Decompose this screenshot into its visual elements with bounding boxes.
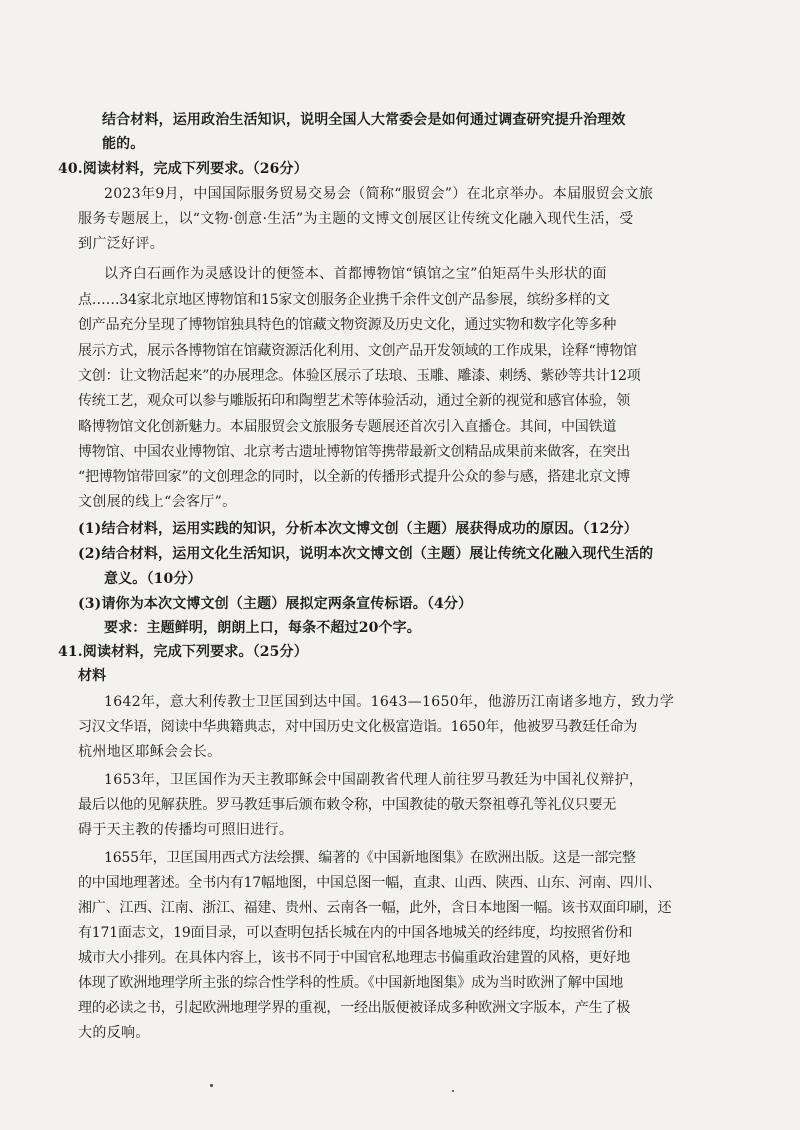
- q41-p3-line: 有171面志文，19面目录，可以查明包括长城在内的中国各地城关的经纬度，均按照省份和: [78, 925, 633, 941]
- q40-p2-line: 点……34家北京地区博物馆和15家文创服务企业携千余件文创产品参展，缤纷多样的文: [78, 292, 610, 308]
- q40-p2-line: 略博物馆文化创新魅力。本届服贸会文旅服务专题展还首次引入直播仓。其间，中国铁道: [78, 419, 617, 435]
- q40-p2-line: “把博物馆带回家”的文创理念的同时，以全新的传播形式提升公众的参与感，搭建北京文博: [78, 469, 631, 485]
- q41-p3-line: 大的反响。: [78, 1025, 150, 1041]
- q40-p2-line: 展示方式，展示各博物馆在馆藏资源活化利用、文创产品开发领域的工作成果，诠释“博物馆: [78, 343, 637, 359]
- q40-p2-line: 博物馆、中国农业博物馆、北京考古遗址博物馆等携带最新文创精品成果前来做客，在突出: [78, 444, 630, 460]
- q41-p3-line: 理的必读之书，引起欧洲地理学界的重视，一经出版便被译成多种欧洲文字版本，产生了极: [78, 1000, 630, 1016]
- q40-sub3: (3)请你为本次文博文创（主题）展拟定两条宣传标语。（4分）: [78, 596, 473, 612]
- q41-p2-line: 1653年，卫匡国作为天主教耶稣会中国副教省代理人前往罗马教廷为中国礼仪辩护，: [104, 772, 644, 788]
- q40-p2-line: 传统工艺，观众可以参与雕版拓印和陶塑艺术等体验活动，通过全新的视觉和感官体验，领: [78, 393, 630, 409]
- q41-material-label: 材料: [78, 668, 107, 684]
- q40-p1-line: 2023年9月，中国国际服务贸易交易会（简称“服贸会”）在北京举办。本届服贸会文旅: [104, 186, 654, 202]
- q40-sub2: (2)结合材料，运用文化生活知识，说明本次文博文创（主题）展让传统文化融入现代生活的: [78, 546, 654, 562]
- q41-p3-line: 的中国地理著述。全书内有17幅地图，中国总图一幅，直隶、山西、陕西、山东、河南、四川、: [78, 875, 662, 891]
- q40-p2-line: 创产品充分呈现了博物馆独具特色的馆藏文物资源及历史文化，通过实物和数字化等多种: [78, 317, 617, 333]
- q41-p1-line: 1642年，意大利传教士卫匡国到达中国。1643—1650年，他游历江南诸多地方，致力学: [104, 694, 675, 710]
- q40-p1-line: 到广泛好评。: [78, 236, 165, 252]
- q40-p1-line: 服务专题展上，以“文物·创意·生活”为主题的文博文创展区让传统文化融入现代生活，受: [78, 211, 634, 227]
- scan-speck: [210, 1084, 213, 1087]
- q41-p1-line: 习汉文华语，阅读中华典籍典志，对中国历史文化极富造诣。1650年，他被罗马教廷任命为: [78, 719, 638, 735]
- q41-p3-line: 城市大小排列。在具体内容上，该书不同于中国官私地理志书偏重政治建置的风格，更好地: [78, 950, 630, 966]
- q40-p2-line: 文创展的线上“会客厅”。: [78, 494, 237, 510]
- intro-line-1: 结合材料，运用政治生活知识，说明全国人大常委会是如何通过调查研究提升治理效: [102, 112, 626, 128]
- intro-line-2: 能的。: [102, 136, 145, 152]
- q40-requirement: 要求：主题鲜明，朗朗上口，每条不超过20个字。: [104, 620, 421, 636]
- scan-speck: [452, 1090, 454, 1092]
- q40-title: 40.阅读材料，完成下列要求。（26分）: [58, 161, 308, 177]
- q40-p2-line: 以齐白石画作为灵感设计的便签本、首都博物馆“镇馆之宝”伯矩鬲牛头形状的面: [104, 266, 607, 282]
- q41-p3-line: 湘广、江西、江南、浙江、福建、贵州、云南各一幅，此外，含日本地图一幅。该书双面印刷，还: [78, 900, 672, 916]
- q41-p2-line: 碍于天主教的传播均可照旧进行。: [78, 822, 294, 838]
- q41-p3-line: 体现了欧洲地理学所主张的综合性学科的性质。《中国新地图集》成为当时欧洲了解中国地: [78, 975, 623, 991]
- q40-sub1: (1)结合材料，运用实践的知识，分析本次文博文创（主题）展获得成功的原因。（12分）: [78, 521, 638, 537]
- q41-p1-line: 杭州地区耶稣会会长。: [78, 744, 222, 760]
- q41-title: 41.阅读材料，完成下列要求。（25分）: [58, 644, 308, 660]
- q40-p2-line: 文创：让文物活起来”的办展理念。体验区展示了珐琅、玉雕、雕漆、刺绣、紫砂等共计12项: [78, 368, 641, 384]
- q41-p3-line: 1655年，卫匡国用西式方法绘撰、编著的《中国新地图集》在欧洲出版。这是一部完整: [104, 850, 636, 866]
- q40-sub2-cont: 意义。（10分）: [104, 571, 202, 587]
- q41-p2-line: 最后以他的见解获胜。罗马教廷事后颁布敕令称，中国教徒的敬天祭祖尊孔等礼仪只要无: [78, 797, 617, 813]
